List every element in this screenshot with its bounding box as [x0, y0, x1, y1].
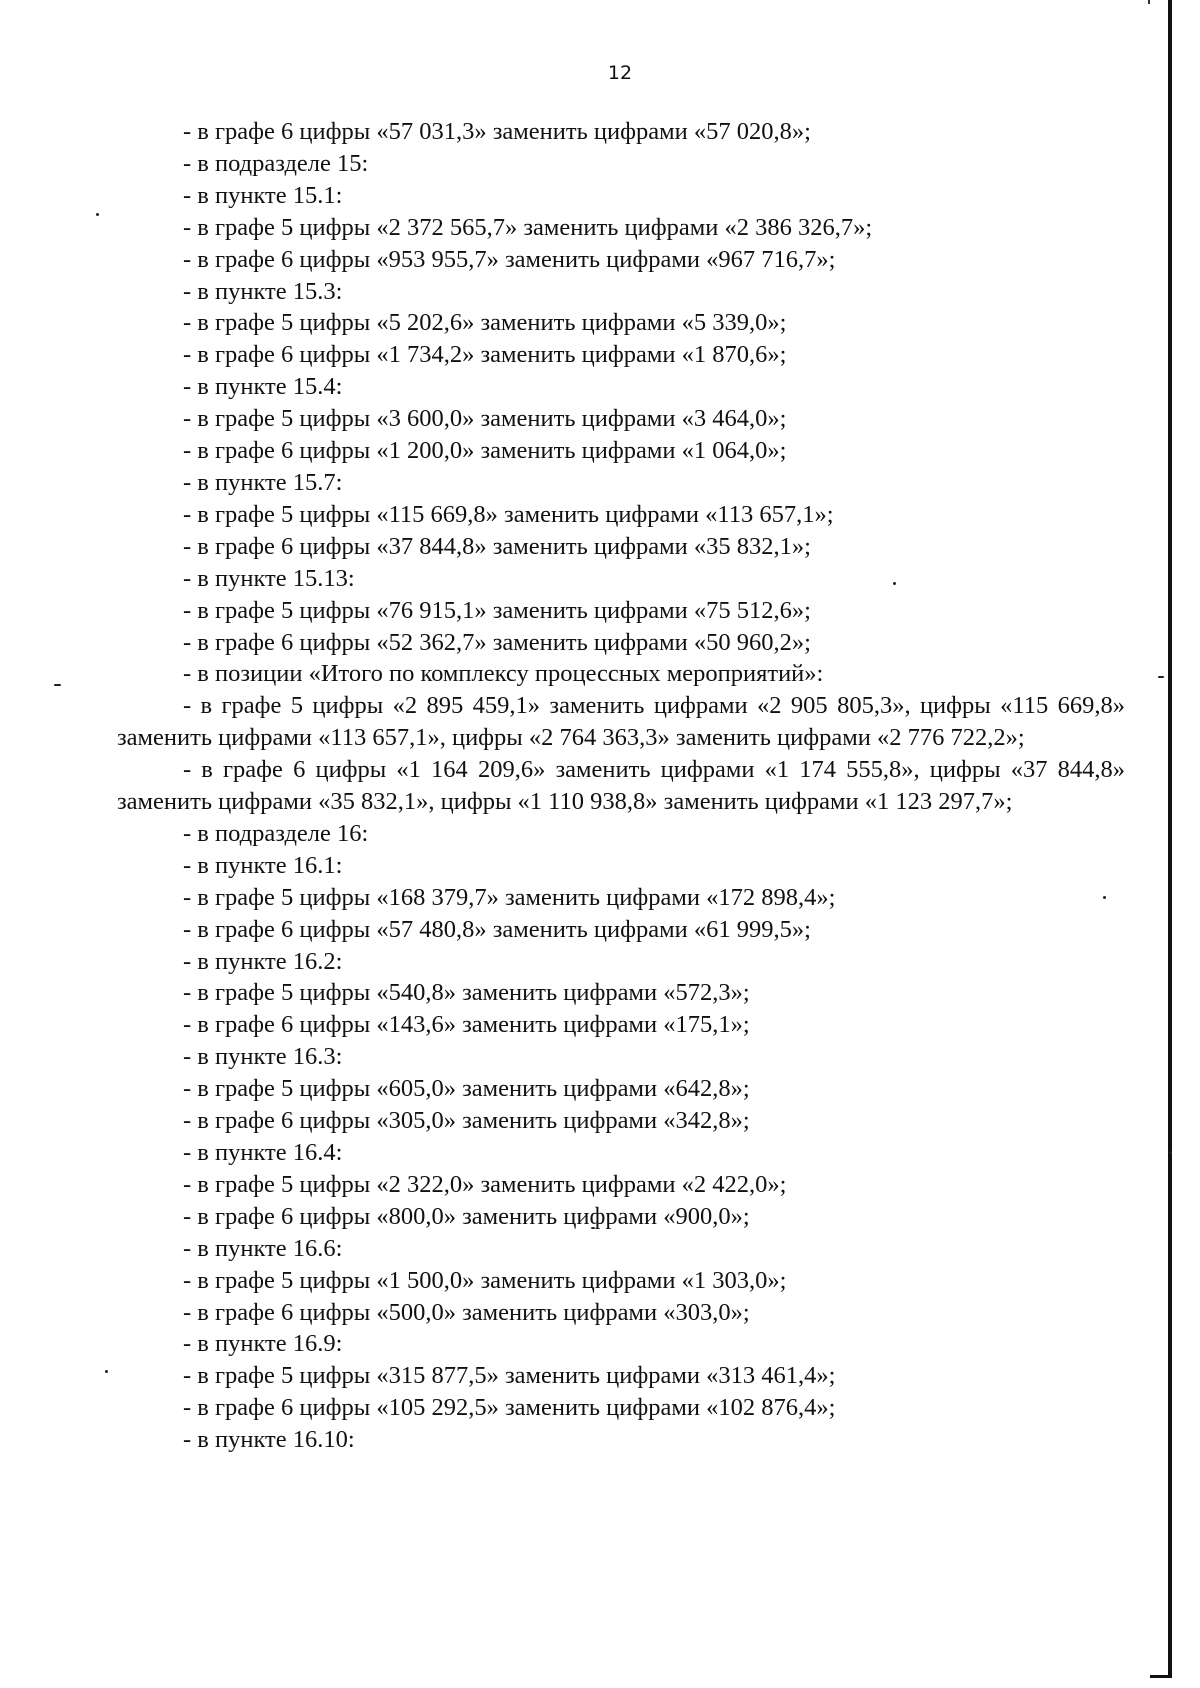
- text-line: - в пункте 16.6:: [183, 1234, 343, 1262]
- text-line: - в пункте 16.3:: [183, 1043, 343, 1071]
- text-line: - в пункте 16.1:: [183, 851, 343, 879]
- text-line: - в графе 6 цифры «57 031,3» заменить цифрами «57 020,8»;: [183, 118, 811, 145]
- text-line: - в графе 6 цифры «953 955,7» заменить цифрами «967 716,7»;: [183, 245, 836, 273]
- text-line: - в графе 5 цифры «168 379,7» заменить цифрами «172 898,4»;: [183, 883, 836, 911]
- text-paragraph: - в графе 5 цифры «2 895 459,1» заменить цифрами «2 905 805,3», цифры «115 669,8» заменить цифрами «113 657,1», цифры «2 764 363,3» заменить цифрами «2 776 722,2»;: [117, 692, 1125, 752]
- scan-speck: [1169, 1151, 1172, 1154]
- text-line: - в подразделе 15:: [183, 149, 369, 177]
- scan-speck: [1158, 676, 1164, 678]
- scan-frame-bottom-edge: [1150, 1675, 1172, 1678]
- text-line: - в пункте 16.2:: [183, 947, 343, 975]
- text-line: - в графе 6 цифры «52 362,7» заменить цифрами «50 960,2»;: [183, 628, 811, 656]
- text-line: - в графе 5 цифры «2 372 565,7» заменить цифрами «2 386 326,7»;: [183, 213, 873, 241]
- document-body: [117, 116, 1125, 1456]
- page-number: 12: [607, 62, 633, 84]
- text-line: - в графе 6 цифры «143,6» заменить цифрами «175,1»;: [183, 1011, 750, 1039]
- text-line: - в графе 6 цифры «1 734,2» заменить цифрами «1 870,6»;: [183, 341, 787, 369]
- text-line: - в пункте 15.4:: [183, 373, 343, 401]
- text-line: - в графе 5 цифры «5 202,6» заменить цифрами «5 339,0»;: [183, 309, 787, 337]
- text-line: - в графе 6 цифры «1 200,0» заменить цифрами «1 064,0»;: [183, 437, 787, 465]
- scan-speck: [105, 1370, 108, 1373]
- text-line: - в пункте 16.4:: [183, 1139, 343, 1166]
- text-line: - в графе 5 цифры «3 600,0» заменить цифрами «3 464,0»;: [183, 405, 787, 433]
- scan-speck: [96, 213, 99, 216]
- text-line: - в позиции «Итого по комплексу процессных мероприятий»:: [183, 660, 824, 688]
- text-line: - в графе 5 цифры «2 322,0» заменить цифрами «2 422,0»;: [183, 1170, 787, 1198]
- text-paragraph: - в графе 6 цифры «1 164 209,6» заменить цифрами «1 174 555,8», цифры «37 844,8» заменить цифрами «35 832,1», цифры «1 110 938,8» заменить цифрами «1 123 297,7»;: [117, 756, 1125, 816]
- text-line: - в графе 6 цифры «57 480,8» заменить цифрами «61 999,5»;: [183, 915, 811, 943]
- text-line: - в пункте 15.1:: [183, 181, 343, 209]
- text-line: - в графе 5 цифры «605,0» заменить цифрами «642,8»;: [183, 1075, 750, 1103]
- text-line: - в графе 5 цифры «1 500,0» заменить цифрами «1 303,0»;: [183, 1266, 787, 1294]
- text-line: - в пункте 16.10:: [183, 1426, 355, 1454]
- scan-frame-right-edge: [1168, 0, 1172, 1678]
- scan-frame-tick: [1148, 0, 1150, 4]
- text-line: - в пункте 15.3:: [183, 277, 343, 305]
- scan-speck: [54, 684, 61, 686]
- text-line: - в графе 6 цифры «305,0» заменить цифрами «342,8»;: [183, 1107, 750, 1135]
- text-line: - в графе 6 цифры «500,0» заменить цифрами «303,0»;: [183, 1298, 750, 1326]
- text-line: - в графе 6 цифры «105 292,5» заменить цифрами «102 876,4»;: [183, 1394, 836, 1422]
- text-line: - в пункте 15.13:: [183, 564, 355, 592]
- text-line: - в графе 5 цифры «115 669,8» заменить цифрами «113 657,1»;: [183, 500, 834, 528]
- text-line: - в пункте 16.9:: [183, 1330, 343, 1358]
- text-line: - в графе 5 цифры «315 877,5» заменить цифрами «313 461,4»;: [183, 1362, 836, 1390]
- text-line: - в графе 6 цифры «800,0» заменить цифрами «900,0»;: [183, 1202, 750, 1230]
- text-line: - в графе 5 цифры «76 915,1» заменить цифрами «75 512,6»;: [183, 596, 811, 624]
- text-line: - в пункте 15.7:: [183, 468, 343, 496]
- text-line: - в графе 5 цифры «540,8» заменить цифрами «572,3»;: [183, 979, 750, 1007]
- text-line: - в графе 6 цифры «37 844,8» заменить цифрами «35 832,1»;: [183, 532, 811, 560]
- text-line: - в подразделе 16:: [183, 819, 369, 847]
